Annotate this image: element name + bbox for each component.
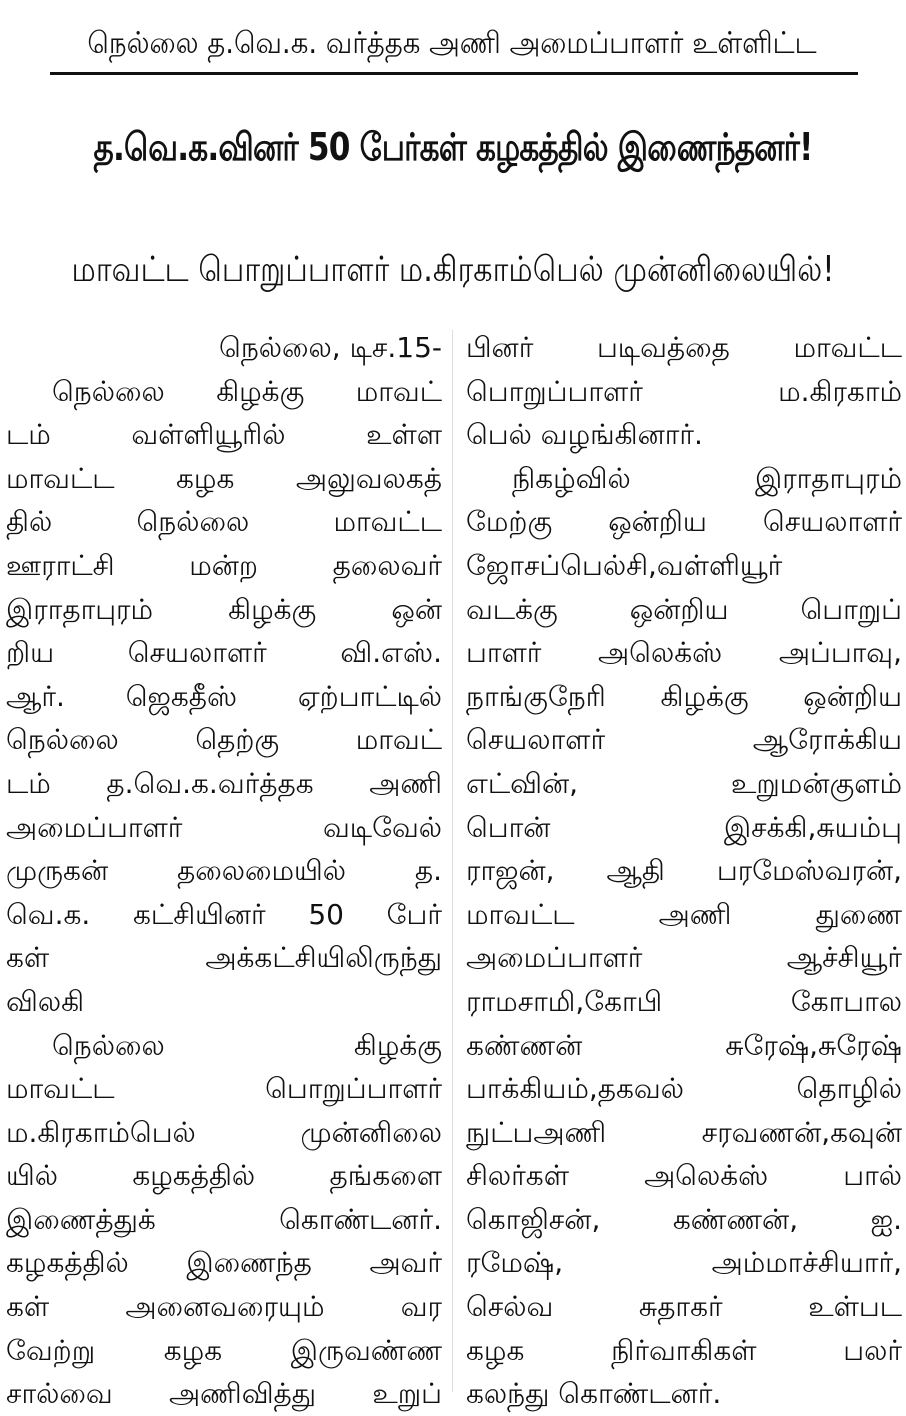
body-line: மாவட்ட பொறுப்பாளர்	[6, 1072, 442, 1106]
body-line: டம் வள்ளியூரில் உள்ள	[6, 418, 442, 452]
body-line: சால்வை அணிவித்து உறுப்	[6, 1377, 442, 1411]
article-column-left	[6, 326, 442, 1411]
body-line: கழகத்தில் இணைந்த அவர்	[6, 1246, 442, 1280]
body-line: கள் அனைவரையும் வர	[6, 1290, 442, 1324]
body-line: அமைப்பாளர் வடிவேல்	[6, 810, 442, 844]
body-line: ராமசாமி,கோபி கோபால	[466, 984, 902, 1018]
article-subhead: மாவட்ட பொறுப்பாளர் ம.கிரகாம்பெல் முன்னிலையில்!	[71, 249, 835, 290]
body-line: யில் கழகத்தில் தங்களை	[6, 1159, 442, 1193]
body-line: செயலாளர் ஆரோக்கிய	[466, 723, 902, 757]
column-divider	[452, 330, 453, 1392]
dateline: நெல்லை, டிச.15-	[219, 331, 442, 364]
body-line: நுட்பஅணி சரவணன்,கவுன்	[466, 1115, 902, 1149]
body-line: பினர் படிவத்தை மாவட்ட	[466, 331, 902, 364]
body-line: பாளர் அலெக்ஸ் அப்பாவு,	[466, 636, 902, 670]
body-line: வடக்கு ஒன்றிய பொறுப்	[466, 592, 902, 626]
body-line: மாவட்ட அணி துணை	[466, 897, 902, 931]
body-line: ஆர். ஜெகதீஸ் ஏற்பாட்டில்	[6, 679, 442, 713]
kicker-underline	[50, 72, 858, 75]
body-line: இராதாபுரம் கிழக்கு ஒன்	[6, 592, 442, 626]
body-line: மேற்கு ஒன்றிய செயலாளர்	[466, 505, 902, 539]
body-line: பெல் வழங்கினார்.	[466, 418, 703, 452]
body-line: ஊராட்சி மன்ற தலைவர்	[6, 548, 442, 582]
body-line: ராஜன், ஆதி பரமேஸ்வரன்,	[466, 854, 902, 888]
body-line: சிலர்கள் அலெக்ஸ் பால்	[466, 1159, 902, 1193]
body-line: டம் த.வெ.க.வர்த்தக அணி	[6, 766, 442, 800]
body-line: நெல்லை கிழக்கு	[52, 1028, 442, 1062]
body-line: கழக நிர்வாகிகள் பலர்	[466, 1333, 902, 1367]
body-line: ஜோசப்பெல்சி,வள்ளியூர்	[466, 548, 783, 582]
body-line: வேற்று கழக இருவண்ண	[6, 1333, 442, 1367]
body-line: செல்வ சுதாகர் உள்பட	[466, 1290, 902, 1324]
body-line: ரமேஷ், அம்மாச்சியார்,	[466, 1246, 902, 1280]
article-kicker: நெல்லை த.வெ.க. வர்த்தக அணி அமைப்பாளர் உள்ளிட்ட	[87, 26, 817, 61]
body-line: நாங்குநேரி கிழக்கு ஒன்றிய	[466, 679, 902, 713]
body-line: கள் அக்கட்சியிலிருந்து	[6, 941, 442, 975]
body-line: இணைத்துக் கொண்டனர்.	[6, 1202, 442, 1236]
body-line: கலந்து கொண்டனர்.	[466, 1377, 722, 1411]
body-line: வெ.க. கட்சியினர் 50 பேர்	[6, 897, 442, 931]
article-column-right	[466, 326, 902, 1411]
body-line: தில் நெல்லை மாவட்ட	[6, 505, 442, 539]
body-line: அமைப்பாளர் ஆச்சியூர்	[466, 941, 902, 975]
body-line: நெல்லை கிழக்கு மாவட்	[52, 374, 442, 408]
body-line: முருகன் தலைமையில் த.	[6, 854, 442, 888]
body-line: கண்ணன் சுரேஷ்,சுரேஷ்	[466, 1028, 902, 1062]
body-line: நிகழ்வில் இராதாபுரம்	[512, 461, 902, 495]
body-line: பாக்கியம்,தகவல் தொழில்	[466, 1072, 902, 1106]
body-line: பொறுப்பாளர் ம.கிரகாம்	[466, 374, 902, 408]
body-line: கொஜிசன், கண்ணன், ஐ.	[466, 1202, 902, 1236]
body-line: விலகி	[6, 984, 85, 1018]
article-headline: த.வெ.க.வினர் 50 பேர்கள் கழகத்தில் இணைந்தனர்!	[93, 125, 813, 169]
body-line: எட்வின், உறுமன்குளம்	[466, 766, 902, 800]
body-line: மாவட்ட கழக அலுவலகத்	[6, 461, 442, 495]
body-line: றிய செயலாளர் வி.எஸ்.	[6, 636, 442, 670]
body-line: பொன் இசக்கி,சுயம்பு	[466, 810, 902, 844]
body-line: ம.கிரகாம்பெல் முன்னிலை	[6, 1115, 442, 1149]
body-line: நெல்லை தெற்கு மாவட்	[6, 723, 442, 757]
